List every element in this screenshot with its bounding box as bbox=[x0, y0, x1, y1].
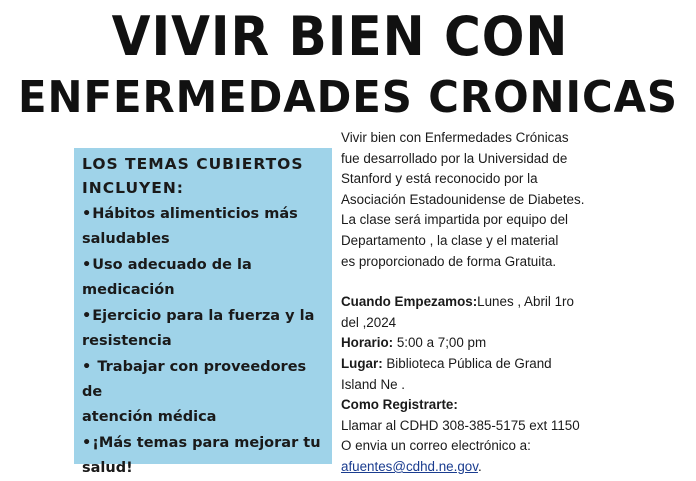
place-value: Biblioteca Pública de Grand bbox=[382, 355, 552, 371]
schedule-line bbox=[341, 333, 691, 354]
topic-item-line-1: ¡Más temas para mejorar tu bbox=[92, 435, 321, 451]
topic-item-line-1: Trabajar con proveedores de bbox=[82, 359, 307, 400]
topic-item-line-2: saludables bbox=[82, 231, 170, 247]
details-block bbox=[341, 292, 691, 477]
intro-line: Stanford y está reconocido por la bbox=[341, 171, 538, 187]
intro-line: es proporcionado de forma Gratuita. bbox=[341, 253, 557, 269]
topics-heading-line-1: LOS TEMAS CUBIERTOS bbox=[82, 155, 304, 173]
topic-item bbox=[82, 355, 326, 430]
topic-item bbox=[82, 304, 326, 354]
register-email-intro: O envia un correo electrónico a: bbox=[341, 438, 531, 454]
start-date-year: del ,2024 bbox=[341, 314, 397, 330]
schedule-label: Horario: bbox=[341, 335, 394, 351]
email-link[interactable]: afuentes@cdhd.ne.gov bbox=[341, 458, 478, 474]
intro-line: Asociación Estadounidense de Diabetes. bbox=[341, 191, 585, 207]
intro-line: fue desarrollado por la Universidad de bbox=[341, 150, 568, 166]
register-label: Como Registrarte: bbox=[341, 397, 458, 413]
start-date-value: Lunes , Abril 1ro bbox=[477, 294, 574, 310]
topic-item-line-2: medicación bbox=[82, 282, 175, 298]
title-line-2: ENFERMEDADES CRONICAS bbox=[18, 72, 678, 123]
topic-item bbox=[82, 253, 326, 303]
place-line bbox=[341, 354, 691, 375]
topic-item-line-1: Hábitos alimenticios más bbox=[92, 206, 298, 222]
bullet-icon: • bbox=[82, 257, 92, 273]
intro-line: La clase será impartida por equipo del bbox=[341, 212, 569, 228]
title-line-1: VIVIR BIEN CON bbox=[111, 5, 569, 68]
register-phone: Llamar al CDHD 308-385-5175 ext 1150 bbox=[341, 417, 580, 433]
email-suffix: . bbox=[477, 458, 482, 474]
topic-item-line-1: Uso adecuado de la bbox=[92, 257, 252, 273]
place-label: Lugar: bbox=[341, 355, 383, 371]
topics-list bbox=[82, 202, 326, 481]
bullet-icon: • bbox=[82, 206, 92, 222]
topic-item-line-1: Ejercicio para la fuerza y la bbox=[92, 308, 315, 324]
place-value-cont: Island Ne . bbox=[341, 376, 406, 392]
topic-item-line-2: resistencia bbox=[82, 333, 172, 349]
topic-item-line-2: salud! bbox=[82, 460, 133, 476]
info-column bbox=[341, 128, 691, 478]
intro-line: Vivir bien con Enfermedades Crónicas bbox=[341, 130, 569, 145]
topic-item bbox=[82, 202, 326, 252]
schedule-value: 5:00 a 7;00 pm bbox=[393, 335, 487, 351]
start-date-line bbox=[341, 292, 691, 313]
topics-heading bbox=[82, 152, 326, 200]
intro-line: Departamento , la clase y el material bbox=[341, 232, 559, 248]
intro-paragraph bbox=[341, 128, 691, 272]
email-line bbox=[341, 457, 691, 478]
bullet-icon: • bbox=[82, 308, 92, 324]
bullet-icon: • bbox=[82, 435, 92, 451]
topic-item-line-2: atención médica bbox=[82, 409, 217, 425]
topic-item bbox=[82, 431, 326, 481]
topics-box bbox=[74, 148, 332, 476]
bullet-icon: • bbox=[82, 359, 92, 375]
topics-heading-line-2: INCLUYEN: bbox=[82, 179, 185, 197]
start-date-label: Cuando Empezamos: bbox=[341, 294, 478, 310]
